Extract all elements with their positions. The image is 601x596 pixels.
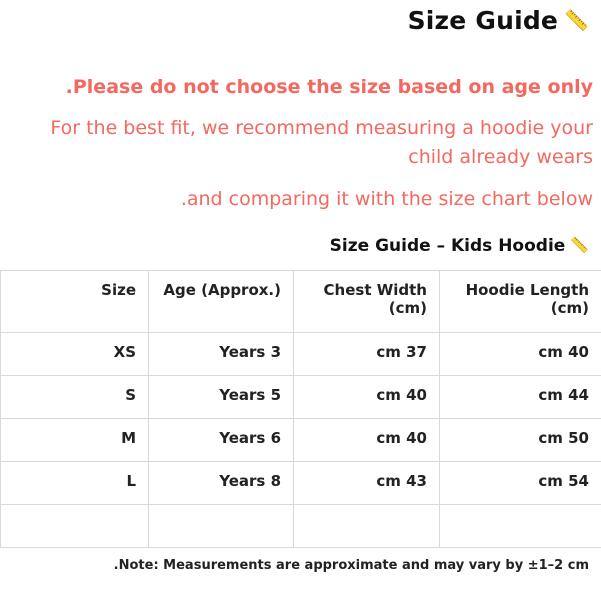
cell-chest-width: cm 43 (294, 462, 440, 505)
table-header-row (1, 271, 601, 333)
column-header-size: Size (1, 271, 149, 333)
column-header-age: Age (Approx.) (149, 271, 294, 333)
column-header-chest-width: Chest Width (cm) (294, 271, 440, 333)
cell-chest-width: cm 40 (294, 419, 440, 462)
cell-age: Years 6 (149, 419, 294, 462)
footer-note: .Note: Measurements are approximate and may vary by ±1–2 cm (0, 558, 601, 573)
page-title: Size Guide (408, 6, 559, 35)
cell-hoodie-length: cm 40 (440, 333, 601, 376)
size-chart-table (0, 270, 601, 548)
cell-age (149, 505, 294, 548)
column-header-hoodie-length: Hoodie Length (cm) (440, 271, 601, 333)
page-title-row (0, 2, 601, 35)
cell-hoodie-length: cm 44 (440, 376, 601, 419)
cell-age: Years 5 (149, 376, 294, 419)
table-row (1, 419, 601, 462)
cell-chest-width: cm 37 (294, 333, 440, 376)
notice-line-1: For the best fit, we recommend measuring a hoodie your child already wears (12, 114, 593, 173)
cell-size: L (1, 462, 149, 505)
notice-line-2: .and comparing it with the size chart below (12, 185, 593, 214)
cell-chest-width: cm 40 (294, 376, 440, 419)
section-subtitle-row (0, 236, 601, 256)
cell-age: Years 8 (149, 462, 294, 505)
notice-block (0, 75, 601, 214)
cell-hoodie-length: cm 50 (440, 419, 601, 462)
section-subtitle: Size Guide – Kids Hoodie (330, 236, 566, 256)
notice-warning: .Please do not choose the size based on age only (12, 75, 593, 100)
cell-size: M (1, 419, 149, 462)
table-row (1, 505, 601, 548)
cell-hoodie-length: cm 54 (440, 462, 601, 505)
table-row (1, 462, 601, 505)
cell-size: XS (1, 333, 149, 376)
cell-size: S (1, 376, 149, 419)
cell-chest-width (294, 505, 440, 548)
size-guide-page (0, 2, 601, 596)
table-row (1, 376, 601, 419)
ruler-icon-small: 📏 (570, 236, 589, 254)
cell-size (1, 505, 149, 548)
cell-hoodie-length (440, 505, 601, 548)
table-row (1, 333, 601, 376)
ruler-icon: 📏 (564, 8, 589, 32)
cell-age: Years 3 (149, 333, 294, 376)
